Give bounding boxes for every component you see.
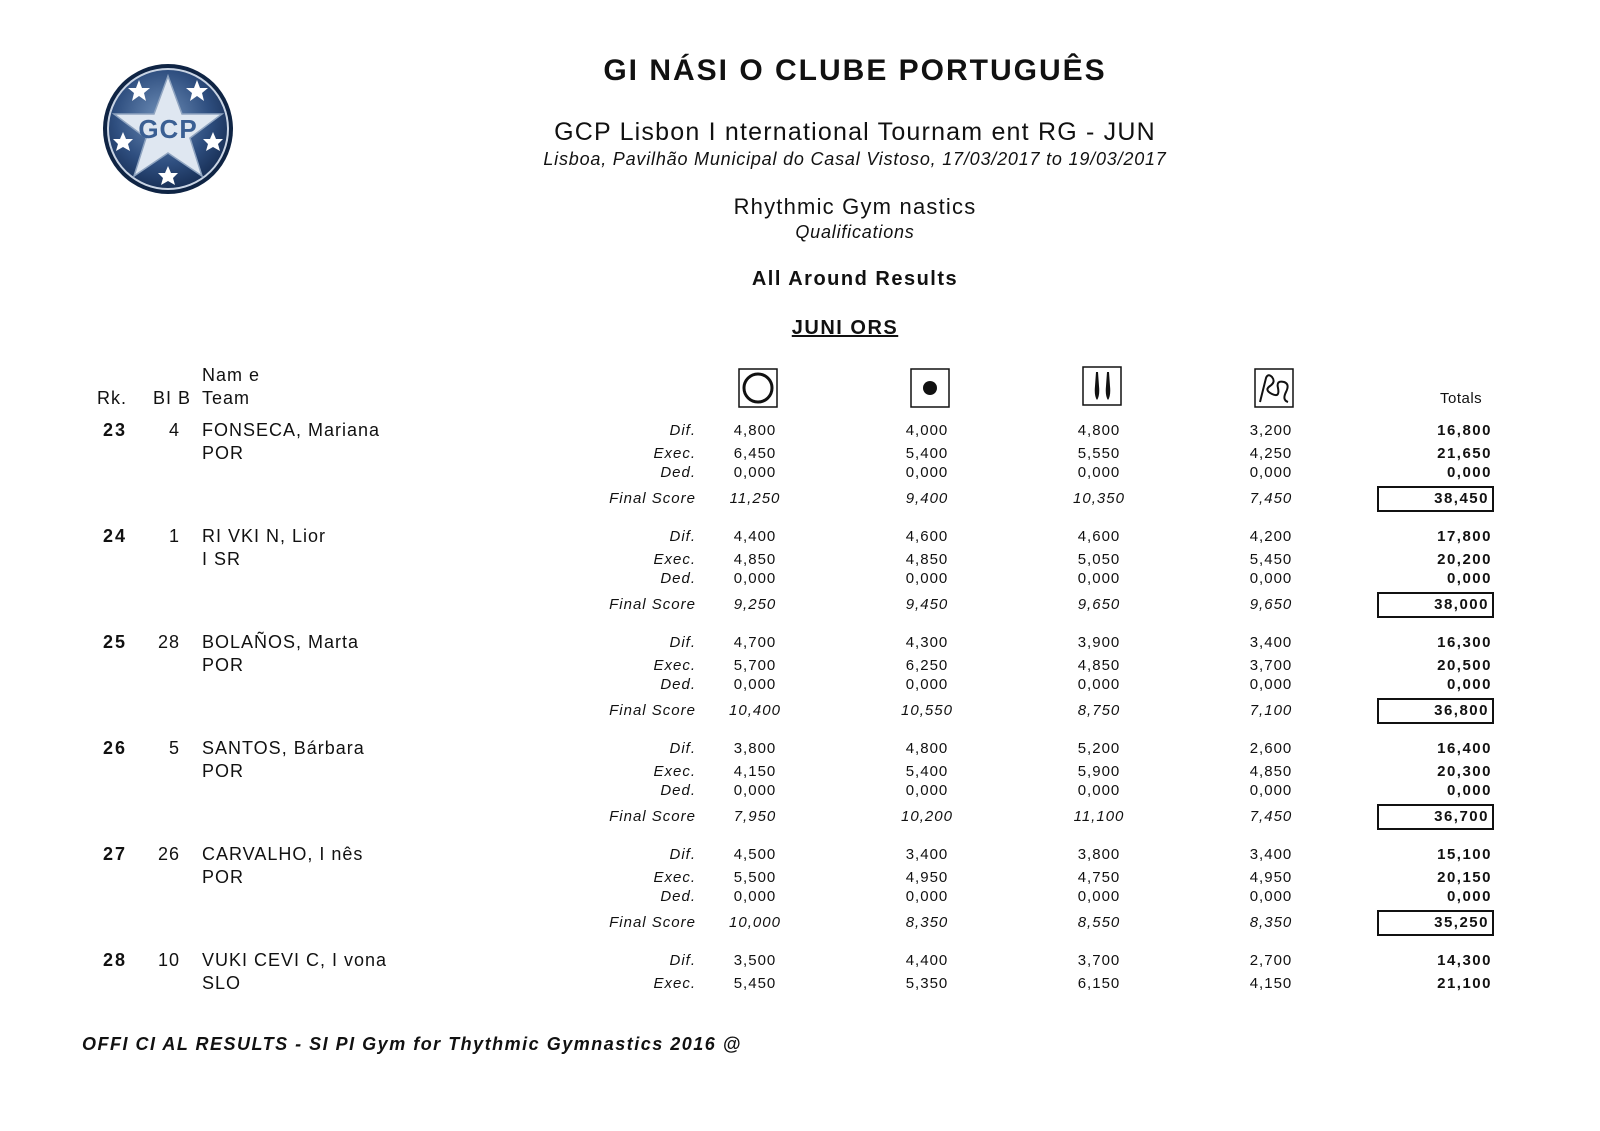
athlete-rank: 24: [102, 526, 128, 546]
athlete-bib: 28: [157, 632, 180, 652]
athlete-team: POR: [202, 655, 245, 675]
score-ded: 0,000: [1249, 676, 1293, 693]
total-dif: 16,300: [1437, 634, 1492, 651]
athlete-rank: 25: [102, 632, 128, 652]
score-exec: 6,250: [905, 657, 949, 674]
score-dif: 3,500: [733, 952, 777, 969]
total-ded: 0,000: [1446, 464, 1492, 481]
score-exec: 5,700: [733, 657, 777, 674]
score-final: 11,250: [729, 490, 781, 507]
score-exec: 4,850: [905, 551, 949, 568]
score-final: 10,400: [729, 702, 781, 719]
athlete-bib: 5: [168, 738, 180, 758]
score-ded: 0,000: [1077, 888, 1121, 905]
score-ded: 0,000: [905, 888, 949, 905]
final-total-box: 38,000: [1377, 592, 1494, 618]
score-exec: 4,250: [1249, 445, 1293, 462]
club-name: GI NÁSI O CLUBE PORTUGUÊS: [603, 54, 1107, 87]
score-final: 9,650: [1249, 596, 1293, 613]
score-final: 8,350: [905, 914, 949, 931]
total-dif: 14,300: [1437, 952, 1492, 969]
row-label-dif: Dif.: [669, 846, 696, 863]
total-dif: 17,800: [1437, 528, 1492, 545]
total-ded: 0,000: [1446, 570, 1492, 587]
score-dif: 4,800: [905, 740, 949, 757]
total-exec: 21,100: [1437, 975, 1492, 992]
row-label-ded: Ded.: [660, 570, 696, 587]
score-dif: 3,700: [1077, 952, 1121, 969]
athlete-name: SANTOS, Bárbara: [202, 738, 365, 758]
total-ded: 0,000: [1446, 676, 1492, 693]
name-header: Nam e: [202, 365, 261, 385]
athlete-name: BOLAÑOS, Marta: [202, 632, 360, 652]
phase: Qualifications: [795, 222, 915, 242]
score-exec: 3,700: [1249, 657, 1293, 674]
athlete-bib: 4: [168, 420, 180, 440]
score-exec: 5,500: [733, 869, 777, 886]
score-final: 9,400: [905, 490, 949, 507]
logo-text: GCP: [138, 114, 198, 144]
score-final: 8,350: [1249, 914, 1293, 931]
total-dif: 16,800: [1437, 422, 1492, 439]
score-exec: 5,400: [905, 445, 949, 462]
score-dif: 3,800: [1077, 846, 1121, 863]
row-label-ded: Ded.: [660, 676, 696, 693]
total-ded: 0,000: [1446, 782, 1492, 799]
score-exec: 4,150: [733, 763, 777, 780]
score-exec: 6,450: [733, 445, 777, 462]
score-exec: 5,400: [905, 763, 949, 780]
score-exec: 4,850: [733, 551, 777, 568]
hoop-icon: [738, 368, 776, 406]
result-type: All Around Results: [751, 268, 959, 290]
row-label-ded: Ded.: [660, 464, 696, 481]
score-exec: 4,750: [1077, 869, 1121, 886]
score-final: 7,450: [1249, 490, 1293, 507]
athlete-team: SLO: [202, 973, 242, 993]
score-exec: 4,850: [1249, 763, 1293, 780]
score-dif: 3,200: [1249, 422, 1293, 439]
score-final: 11,100: [1073, 808, 1125, 825]
score-exec: 5,050: [1077, 551, 1121, 568]
row-label-exec: Exec.: [653, 551, 696, 568]
score-dif: 4,700: [733, 634, 777, 651]
score-exec: 5,350: [905, 975, 949, 992]
score-dif: 4,600: [905, 528, 949, 545]
final-total-box: 36,700: [1377, 804, 1494, 830]
score-ded: 0,000: [905, 676, 949, 693]
row-label-exec: Exec.: [653, 869, 696, 886]
score-final: 7,100: [1249, 702, 1293, 719]
score-ded: 0,000: [733, 888, 777, 905]
score-final: 7,450: [1249, 808, 1293, 825]
score-dif: 4,800: [1077, 422, 1121, 439]
score-ded: 0,000: [733, 570, 777, 587]
score-final: 10,200: [901, 808, 953, 825]
score-dif: 4,000: [905, 422, 949, 439]
bib-header: BI B: [153, 388, 192, 408]
score-ded: 0,000: [905, 782, 949, 799]
score-final: 10,550: [901, 702, 953, 719]
ball-icon: [910, 368, 948, 406]
score-dif: 4,800: [733, 422, 777, 439]
athlete-team: POR: [202, 443, 245, 463]
score-ded: 0,000: [733, 782, 777, 799]
athlete-team: POR: [202, 867, 245, 887]
score-final: 10,000: [729, 914, 781, 931]
athlete-name: RI VKI N, Lior: [202, 526, 327, 546]
row-label-final: Final Score: [609, 490, 696, 507]
row-label-ded: Ded.: [660, 782, 696, 799]
total-exec: 20,200: [1437, 551, 1492, 568]
score-exec: 4,950: [1249, 869, 1293, 886]
score-dif: 3,400: [905, 846, 949, 863]
tournament-title: GCP Lisbon I nternational Tournam ent RG - JUN: [554, 118, 1156, 146]
score-dif: 3,400: [1249, 846, 1293, 863]
row-label-dif: Dif.: [669, 634, 696, 651]
final-total-box: 35,250: [1377, 910, 1494, 936]
score-ded: 0,000: [1077, 570, 1121, 587]
row-label-ded: Ded.: [660, 888, 696, 905]
score-ded: 0,000: [733, 464, 777, 481]
score-ded: 0,000: [905, 464, 949, 481]
row-label-final: Final Score: [609, 596, 696, 613]
score-exec: 4,150: [1249, 975, 1293, 992]
team-header: Team: [202, 388, 251, 408]
athlete-rank: 26: [102, 738, 128, 758]
athlete-name: CARVALHO, I nês: [202, 844, 364, 864]
score-final: 8,550: [1077, 914, 1121, 931]
athlete-bib: 26: [157, 844, 180, 864]
row-label-exec: Exec.: [653, 445, 696, 462]
score-ded: 0,000: [1077, 464, 1121, 481]
athlete-rank: 28: [102, 950, 128, 970]
athlete-bib: 10: [157, 950, 180, 970]
athlete-rank: 27: [102, 844, 128, 864]
score-exec: 6,150: [1077, 975, 1121, 992]
score-exec: 4,950: [905, 869, 949, 886]
score-ded: 0,000: [1077, 782, 1121, 799]
footer-note: OFFI CI AL RESULTS - SI PI Gym for Thythmic Gymnastics 2016 @: [82, 1034, 742, 1054]
score-dif: 3,400: [1249, 634, 1293, 651]
score-ded: 0,000: [1249, 888, 1293, 905]
score-exec: 5,900: [1077, 763, 1121, 780]
athlete-rank: 23: [102, 420, 128, 440]
total-dif: 16,400: [1437, 740, 1492, 757]
score-ded: 0,000: [1249, 782, 1293, 799]
category-heading: [0, 317, 1600, 340]
score-exec: 5,550: [1077, 445, 1121, 462]
final-total-box: 36,800: [1377, 698, 1494, 724]
rank-header: Rk.: [97, 388, 127, 408]
row-label-dif: Dif.: [669, 740, 696, 757]
score-dif: 4,500: [733, 846, 777, 863]
score-dif: 4,400: [905, 952, 949, 969]
total-ded: 0,000: [1446, 888, 1492, 905]
ribbon-icon: [1254, 368, 1292, 406]
row-label-dif: Dif.: [669, 952, 696, 969]
final-total-box: 38,450: [1377, 486, 1494, 512]
score-exec: 5,450: [733, 975, 777, 992]
total-exec: 21,650: [1437, 445, 1492, 462]
score-final: 7,950: [733, 808, 777, 825]
score-ded: 0,000: [733, 676, 777, 693]
athlete-name: VUKI CEVI C, I vona: [202, 950, 388, 970]
score-dif: 4,200: [1249, 528, 1293, 545]
score-exec: 4,850: [1077, 657, 1121, 674]
row-label-exec: Exec.: [653, 763, 696, 780]
score-final: 10,350: [1073, 490, 1125, 507]
score-dif: 3,900: [1077, 634, 1121, 651]
score-ded: 0,000: [905, 570, 949, 587]
discipline: Rhythmic Gym nastics: [733, 194, 977, 219]
total-exec: 20,500: [1437, 657, 1492, 674]
score-exec: 5,450: [1249, 551, 1293, 568]
score-final: 8,750: [1077, 702, 1121, 719]
athlete-name: FONSECA, Mariana: [202, 420, 381, 440]
score-dif: 4,600: [1077, 528, 1121, 545]
score-dif: 4,300: [905, 634, 949, 651]
score-dif: 3,800: [733, 740, 777, 757]
score-ded: 0,000: [1249, 464, 1293, 481]
score-dif: 5,200: [1077, 740, 1121, 757]
total-dif: 15,100: [1437, 846, 1492, 863]
total-exec: 20,150: [1437, 869, 1492, 886]
totals-header: Totals: [1440, 390, 1483, 407]
row-label-final: Final Score: [609, 702, 696, 719]
score-ded: 0,000: [1249, 570, 1293, 587]
row-label-dif: Dif.: [669, 422, 696, 439]
athlete-bib: 1: [168, 526, 180, 546]
athlete-team: POR: [202, 761, 245, 781]
row-label-dif: Dif.: [669, 528, 696, 545]
score-final: 9,250: [733, 596, 777, 613]
category-label: JUNI ORS: [791, 317, 899, 339]
row-label-exec: Exec.: [653, 975, 696, 992]
row-label-exec: Exec.: [653, 657, 696, 674]
score-final: 9,650: [1077, 596, 1121, 613]
score-ded: 0,000: [1077, 676, 1121, 693]
total-exec: 20,300: [1437, 763, 1492, 780]
clubs-icon: [1082, 366, 1120, 404]
row-label-final: Final Score: [609, 808, 696, 825]
venue-dates: Lisboa, Pavilhão Municipal do Casal Vistoso, 17/03/2017 to 19/03/2017: [543, 149, 1167, 169]
row-label-final: Final Score: [609, 914, 696, 931]
athlete-team: I SR: [202, 549, 242, 569]
score-final: 9,450: [905, 596, 949, 613]
score-dif: 4,400: [733, 528, 777, 545]
score-dif: 2,600: [1249, 740, 1293, 757]
score-dif: 2,700: [1249, 952, 1293, 969]
